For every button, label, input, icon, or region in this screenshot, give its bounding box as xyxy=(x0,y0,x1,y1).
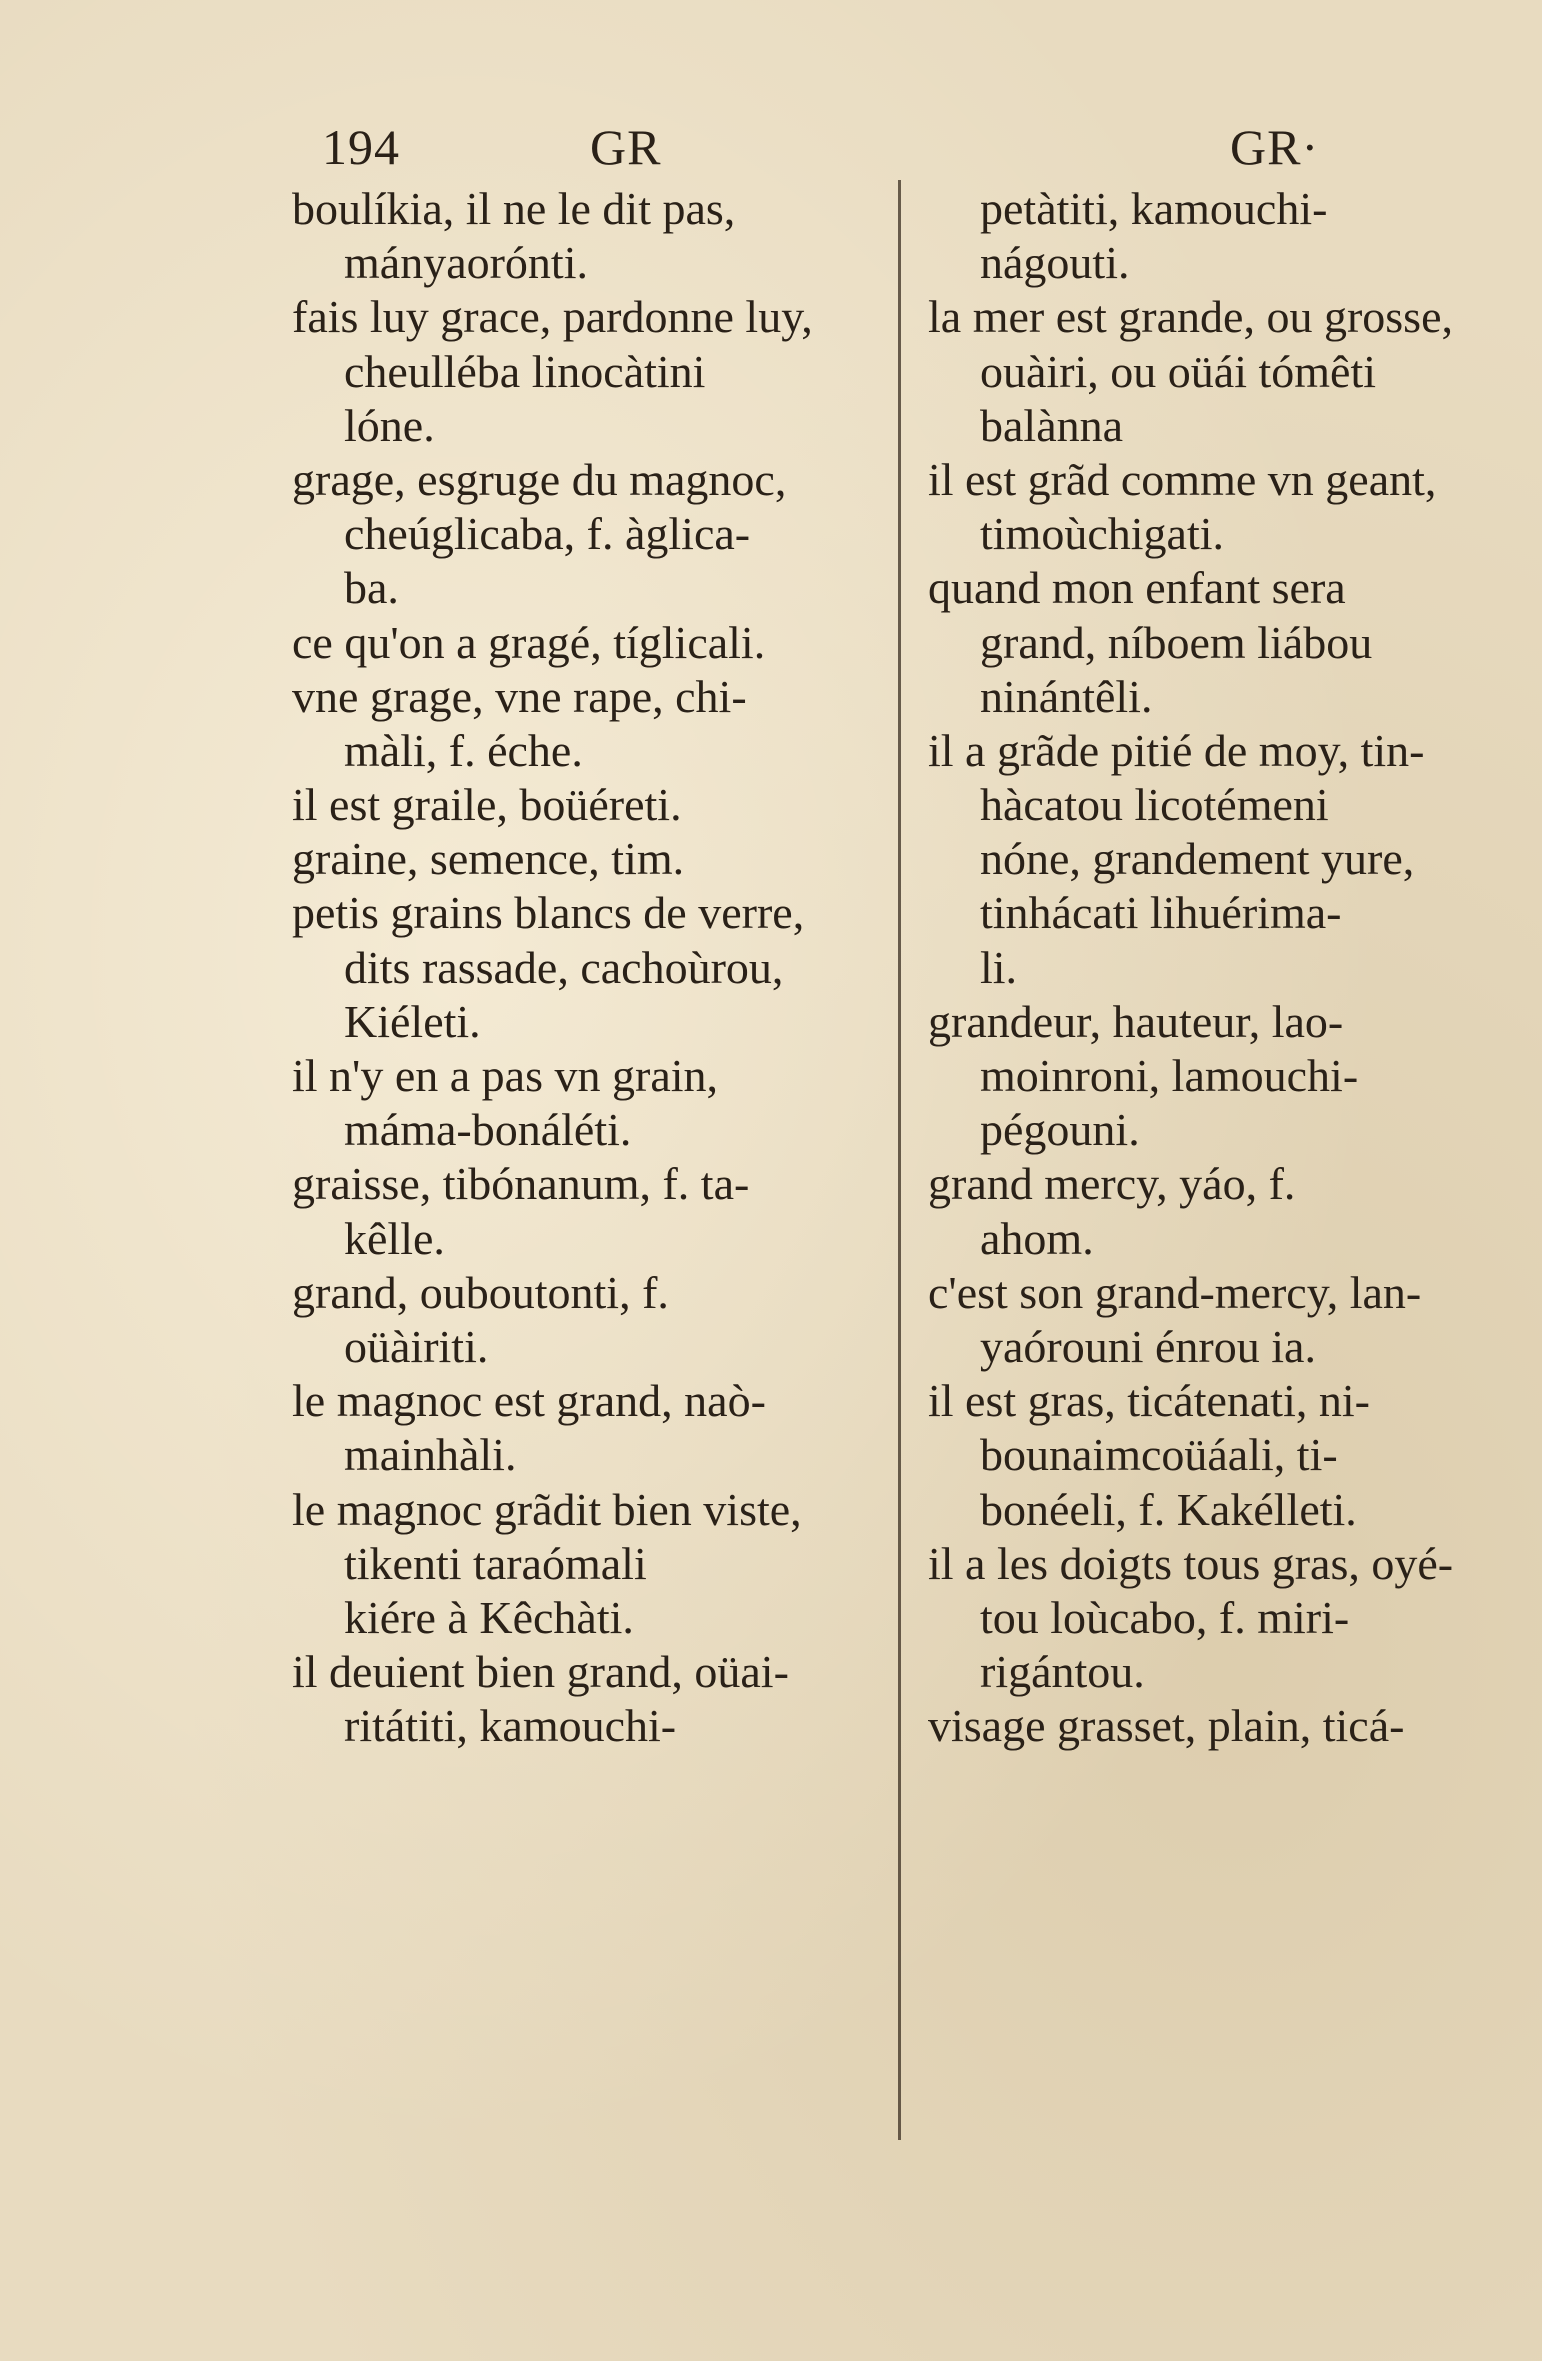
text-line: quand mon enfant sera xyxy=(928,562,1346,614)
text-line: grand, níboem liábou xyxy=(980,616,1373,668)
text-line: mainhàli. xyxy=(344,1429,517,1481)
text-line: vne grage, vne rape, chi- xyxy=(292,670,747,722)
text-line: visage grasset, plain, ticá- xyxy=(928,1700,1405,1752)
running-head-right: GR· xyxy=(1230,119,1320,175)
text-line: ouàiri, ou oüái tómêti xyxy=(980,345,1377,397)
text-line: timoùchigati. xyxy=(980,508,1225,560)
text-line: grand mercy, yáo, f. xyxy=(928,1158,1296,1210)
text-line: graisse, tibónanum, f. ta- xyxy=(292,1158,750,1210)
text-line: il a les doigts tous gras, oyé- xyxy=(928,1537,1454,1589)
text-line: kêlle. xyxy=(344,1212,445,1264)
text-line: pégouni. xyxy=(980,1104,1140,1156)
text-line: ba. xyxy=(344,562,399,614)
text-line: boulíkia, il ne le dit pas, xyxy=(292,183,736,234)
text-line: petàtiti, kamouchi- xyxy=(980,183,1328,234)
left-column xyxy=(292,182,882,1753)
text-line: fais luy grace, pardonne luy, xyxy=(292,291,813,343)
text-line: rigántou. xyxy=(980,1646,1145,1698)
text-line: tikenti taraómali xyxy=(344,1537,647,1589)
column-divider xyxy=(898,180,901,2140)
text-line: kiére à Kêchàti. xyxy=(344,1591,634,1643)
text-line: il est graile, boüéreti. xyxy=(292,779,682,831)
text-line: grage, esgruge du magnoc, xyxy=(292,453,787,505)
text-line: il est grãd comme vn geant, xyxy=(928,453,1437,505)
text-line: il a grãde pitié de moy, tin- xyxy=(928,724,1425,776)
text-line: Kiéleti. xyxy=(344,995,481,1047)
text-line: oüàiriti. xyxy=(344,1320,489,1372)
text-line: máma-bonáléti. xyxy=(344,1104,632,1156)
running-head-left: GR xyxy=(590,119,662,175)
text-line: grandeur, hauteur, lao- xyxy=(928,995,1344,1047)
text-line: hàcatou licotémeni xyxy=(980,779,1329,831)
page-number: 194 xyxy=(322,119,400,175)
text-line: c'est son grand-mercy, lan- xyxy=(928,1266,1422,1318)
text-line: lóne. xyxy=(344,399,435,451)
text-line: grand, ouboutonti, f. xyxy=(292,1266,669,1318)
text-line: ritátiti, kamouchi- xyxy=(344,1700,677,1752)
text-line: bonéeli, f. Kakélleti. xyxy=(980,1483,1357,1535)
text-line: le magnoc grãdit bien viste, xyxy=(292,1483,802,1535)
text-line: ninántêli. xyxy=(980,670,1153,722)
text-line: bounaimcoüáali, ti- xyxy=(980,1429,1338,1481)
text-line: balànna xyxy=(980,399,1124,451)
text-line: le magnoc est grand, naò- xyxy=(292,1375,766,1427)
right-column xyxy=(928,182,1488,1753)
text-line: la mer est grande, ou grosse, xyxy=(928,291,1454,343)
text-line: cheulléba linocàtini xyxy=(344,345,706,397)
text-line: moinroni, lamouchi- xyxy=(980,1050,1359,1101)
text-line: mányaorónti. xyxy=(344,237,588,289)
text-line: màli, f. éche. xyxy=(344,724,583,776)
text-line: il deuient bien grand, oüai- xyxy=(292,1646,789,1698)
text-line: il n'y en a pas vn grain, xyxy=(292,1050,719,1101)
text-line: nóne, grandement yure, xyxy=(980,833,1415,885)
text-line: ahom. xyxy=(980,1212,1094,1264)
text-line: dits rassade, cachoùrou, xyxy=(344,941,784,993)
text-line: il est gras, ticátenati, ni- xyxy=(928,1375,1370,1427)
text-line: petis grains blancs de verre, xyxy=(292,887,805,939)
text-line: tou loùcabo, f. miri- xyxy=(980,1591,1350,1643)
text-line: yaórouni énrou ia. xyxy=(980,1320,1316,1372)
text-line: graine, semence, tim. xyxy=(292,833,685,885)
text-line: tinhácati lihuérima- xyxy=(980,887,1342,939)
text-line: nágouti. xyxy=(980,237,1130,289)
text-line: ce qu'on a gragé, tíglicali. xyxy=(292,616,766,668)
text-line: li. xyxy=(980,941,1018,993)
text-line: cheúglicaba, f. àglica- xyxy=(344,508,751,560)
